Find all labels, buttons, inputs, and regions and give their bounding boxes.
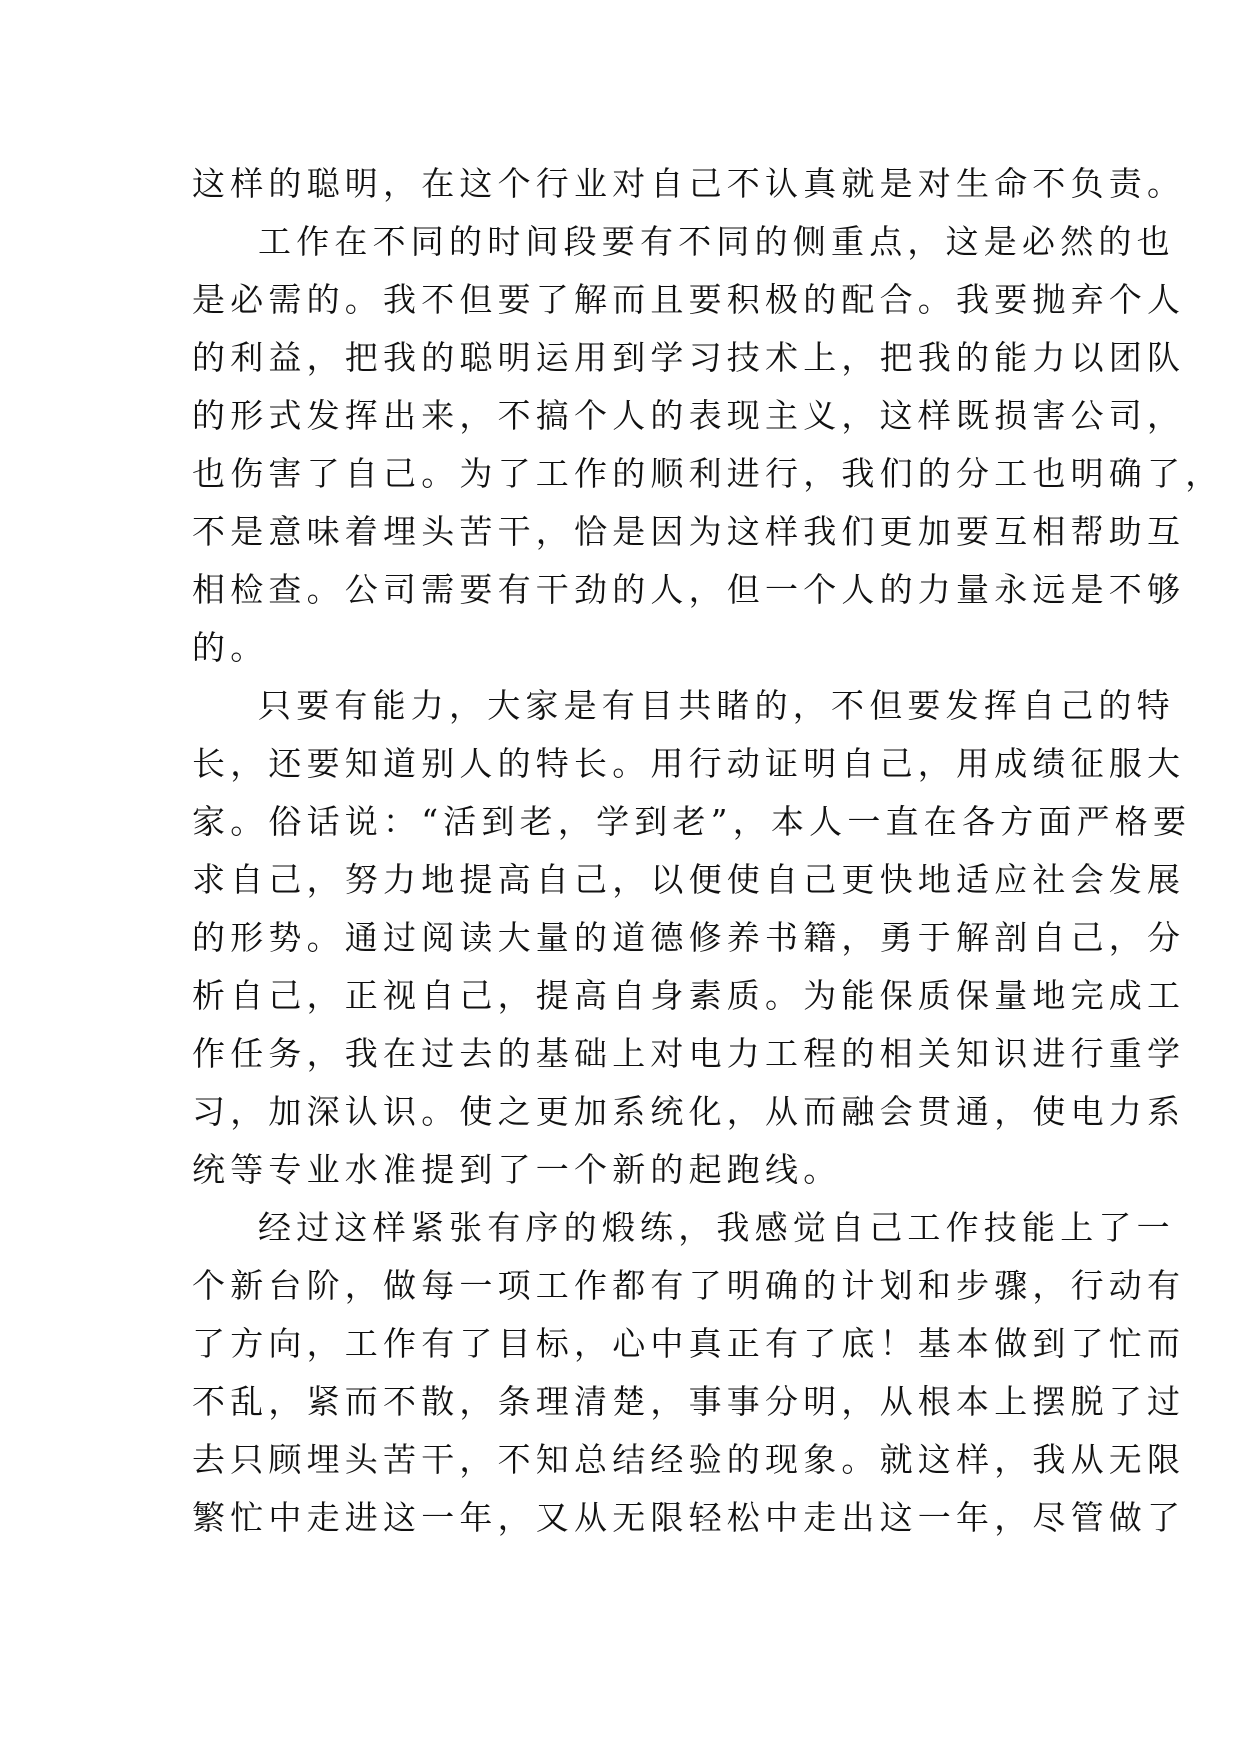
text-line: 了方向，工作有了目标，心中真正有了底！基本做到了忙而: [192, 1324, 1186, 1363]
text-line: 个新台阶，做每一项工作都有了明确的计划和步骤，行动有: [192, 1266, 1186, 1305]
body-text: [192, 155, 1224, 1547]
paragraph-first-line: 只要有能力，大家是有目共睹的，不但要发挥自己的特: [258, 686, 1175, 725]
text-line: 是必需的。我不但要了解而且要积极的配合。我要抛弃个人: [192, 280, 1186, 319]
text-line: 的形势。通过阅读大量的道德修养书籍，勇于解剖自己，分: [192, 918, 1186, 957]
text-line: 家。俗话说：“活到老，学到老”，本人一直在各方面严格要: [192, 802, 1192, 841]
text-line: 也伤害了自己。为了工作的顺利进行，我们的分工也明确了，: [192, 454, 1224, 493]
text-line: 不乱，紧而不散，条理清楚，事事分明，从根本上摆脱了过: [192, 1382, 1186, 1421]
text-line: 不是意味着埋头苦干，恰是因为这样我们更加要互相帮助互: [192, 512, 1186, 551]
text-line: 繁忙中走进这一年，又从无限轻松中走出这一年，尽管做了: [192, 1498, 1186, 1537]
text-line: 习，加深认识。使之更加系统化，从而融会贯通，使电力系: [192, 1092, 1186, 1131]
text-line: 这样的聪明，在这个行业对自己不认真就是对生命不负责。: [192, 164, 1186, 203]
paragraph-first-line: 工作在不同的时间段要有不同的侧重点，这是必然的也: [258, 222, 1175, 261]
text-line: 作任务，我在过去的基础上对电力工程的相关知识进行重学: [192, 1034, 1186, 1073]
text-line: 统等专业水准提到了一个新的起跑线。: [192, 1150, 842, 1189]
text-line: 求自己，努力地提高自己，以便使自己更快地适应社会发展: [192, 860, 1186, 899]
text-line: 长，还要知道别人的特长。用行动证明自己，用成绩征服大: [192, 744, 1186, 783]
text-line: 相检查。公司需要有干劲的人，但一个人的力量永远是不够: [192, 570, 1186, 609]
text-line: 的形式发挥出来，不搞个人的表现主义，这样既损害公司，: [192, 396, 1186, 435]
text-line: 去只顾埋头苦干，不知总结经验的现象。就这样，我从无限: [192, 1440, 1186, 1479]
text-line: 的利益，把我的聪明运用到学习技术上，把我的能力以团队: [192, 338, 1186, 377]
paragraph-first-line: 经过这样紧张有序的煅练，我感觉自己工作技能上了一: [258, 1208, 1175, 1247]
text-line: 的。: [192, 628, 269, 667]
text-line: 析自己，正视自己，提高自身素质。为能保质保量地完成工: [192, 976, 1186, 1015]
